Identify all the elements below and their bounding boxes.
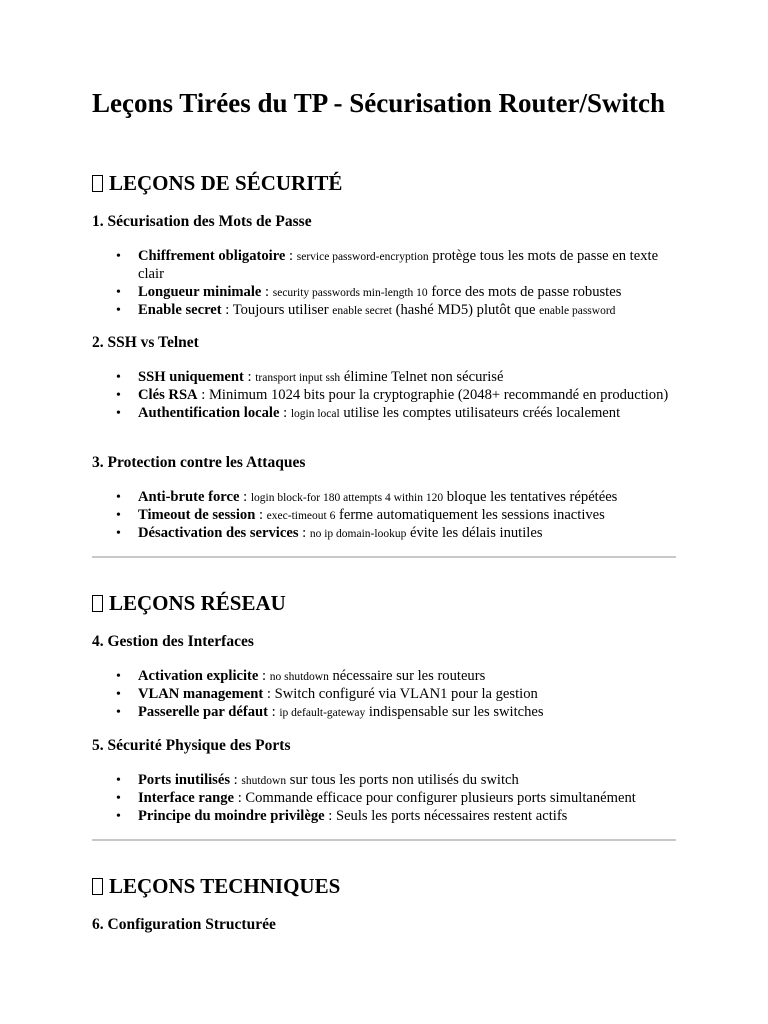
list-item: • Chiffrement obligatoire : service password-encryption protège tous les mots de passe en texte clair — [92, 248, 676, 284]
section-heading-techniques: LEÇONS TECHNIQUES — [92, 873, 340, 899]
list-ports — [92, 772, 676, 826]
section-heading-reseau: LEÇONS RÉSEAU — [92, 590, 286, 616]
list-item: • Timeout de session : exec-timeout 6 ferme automatiquement les sessions inactives — [92, 507, 676, 525]
subsection-title-configuration: 6. Configuration Structurée — [92, 916, 276, 933]
list-ssh — [92, 369, 676, 423]
missing-glyph-icon — [92, 878, 103, 895]
subsection-title-ports: 5. Sécurité Physique des Ports — [92, 737, 291, 754]
section-divider — [92, 839, 676, 841]
list-item: • Authentification locale : login local utilise les comptes utilisateurs créés localement — [92, 405, 676, 423]
subsection-title-attaques: 3. Protection contre les Attaques — [92, 454, 306, 471]
document-title: Leçons Tirées du TP - Sécurisation Router/Switch — [92, 88, 666, 118]
subsection-title-ssh: 2. SSH vs Telnet — [92, 334, 199, 351]
list-item: • Activation explicite : no shutdown nécessaire sur les routeurs — [92, 668, 676, 686]
list-item: • Principe du moindre privilège : Seuls les ports nécessaires restent actifs — [92, 808, 676, 826]
list-mots-de-passe — [92, 248, 676, 320]
list-item: • Ports inutilisés : shutdown sur tous les ports non utilisés du switch — [92, 772, 676, 790]
missing-glyph-icon — [92, 595, 103, 612]
subsection-title-mots-de-passe: 1. Sécurisation des Mots de Passe — [92, 213, 312, 230]
list-item: • Anti-brute force : login block-for 180 attempts 4 within 120 bloque les tentatives répétées — [92, 489, 676, 507]
list-item: • VLAN management : Switch configuré via VLAN1 pour la gestion — [92, 686, 676, 704]
list-item: • Enable secret : Toujours utiliser enable secret (hashé MD5) plutôt que enable password — [92, 302, 676, 320]
list-item: • Passerelle par défaut : ip default-gateway indispensable sur les switches — [92, 704, 676, 722]
list-attaques — [92, 489, 676, 543]
list-item: • Désactivation des services : no ip domain-lookup évite les délais inutiles — [92, 525, 676, 543]
list-item: • Interface range : Commande efficace pour configurer plusieurs ports simultanément — [92, 790, 676, 808]
list-item: • SSH uniquement : transport input ssh élimine Telnet non sécurisé — [92, 369, 676, 387]
missing-glyph-icon — [92, 175, 103, 192]
section-heading-securite: LEÇONS DE SÉCURITÉ — [92, 170, 342, 196]
list-item: • Longueur minimale : security passwords min-length 10 force des mots de passe robustes — [92, 284, 676, 302]
list-item: • Clés RSA : Minimum 1024 bits pour la cryptographie (2048+ recommandé en production) — [92, 387, 676, 405]
list-interfaces — [92, 668, 676, 722]
subsection-title-interfaces: 4. Gestion des Interfaces — [92, 633, 254, 650]
section-divider — [92, 556, 676, 558]
